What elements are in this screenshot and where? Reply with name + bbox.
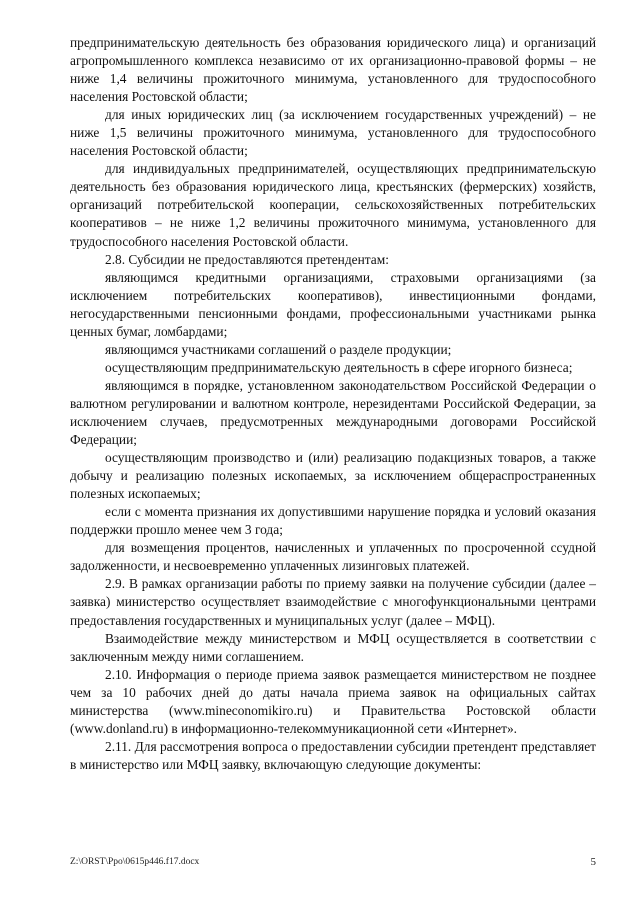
paragraph-14: 2.10. Информация о периоде приема заявок размещается министерством не позднее чем за 10 рабочих дней до даты начала приема заявок на официальных сайтах министерства (www.mineconomikiro.ru) и Правительства Ростовской области (www.donland.ru) в информационно-телекоммуникационной сети «Интернет».	[70, 666, 596, 736]
paragraph-3: для индивидуальных предпринимателей, осуществляющих предпринимательскую деятельность без образования юридического лица, крестьянских (фермерских) хозяйств, организаций потребительской кооперации, сельскохозяйственных потребительских кооперативов – не ниже 1,2 величины прожиточного минимума, установленного для трудоспособного населения Ростовской области.	[70, 161, 596, 249]
paragraph-7: осуществляющим предпринимательскую деятельность в сфере игорного бизнеса;	[105, 359, 573, 375]
page-number: 5	[590, 856, 596, 868]
paragraph-11: для возмещения процентов, начисленных и уплаченных по просроченной ссудной задолженности, и несвоевременно уплаченных лизинговых платежей.	[70, 540, 596, 574]
paragraph-15: 2.11. Для рассмотрения вопроса о предоставлении субсидии претендент представляет в министерство или МФЦ заявку, включающую следующие документы:	[70, 738, 596, 772]
paragraph-10: если с момента признания их допустившими нарушение порядка и условий оказания поддержки прошло менее чем 3 года;	[70, 504, 596, 538]
paragraph-5: являющимся кредитными организациями, страховыми организациями (за исключением потребительских кооперативов), инвестиционными фондами, негосударственными пенсионными фондами, профессиональными участниками рынка ценных бумаг, ломбардами;	[70, 269, 596, 339]
paragraph-6: являющимся участниками соглашений о разделе продукции;	[105, 341, 452, 357]
paragraph-12: 2.9. В рамках организации работы по приему заявки на получение субсидии (далее – заявка) министерство осуществляет взаимодействие с многофункциональными центрами предоставления государственных и муниципальных услуг (далее – МФЦ).	[70, 576, 596, 628]
paragraph-4: 2.8. Субсидии не предоставляются претендентам:	[105, 251, 389, 267]
paragraph-9: осуществляющим производство и (или) реализацию подакцизных товаров, а также добычу и реализацию полезных ископаемых, за исключением общераспространенных полезных ископаемых;	[70, 450, 596, 502]
paragraph-13: Взаимодействие между министерством и МФЦ осуществляется в соответствии с заключенным между ними соглашением.	[70, 630, 596, 664]
paragraph-8: являющимся в порядке, установленном законодательством Российской Федерации о валютном регулировании и валютном контроле, нерезидентами Российской Федерации, за исключением случаев, предусмотренных международными договорами Российской Федерации;	[70, 377, 596, 448]
document-body	[70, 34, 596, 774]
paragraph-1: предпринимательскую деятельность без образования юридического лица) и организаций агропромышленного комплекса независимо от их организационно-правовой формы – не ниже 1,4 величины прожиточного минимума, установленного для трудоспособного населения Ростовской области;	[70, 35, 596, 105]
paragraph-2: для иных юридических лиц (за исключением государственных учреждений) – не ниже 1,5 величины прожиточного минимума, установленного для трудоспособного населения Ростовской области;	[70, 107, 596, 159]
footer-file-path: Z:\ORST\Ppo\0615p446.f17.docx	[70, 857, 200, 867]
